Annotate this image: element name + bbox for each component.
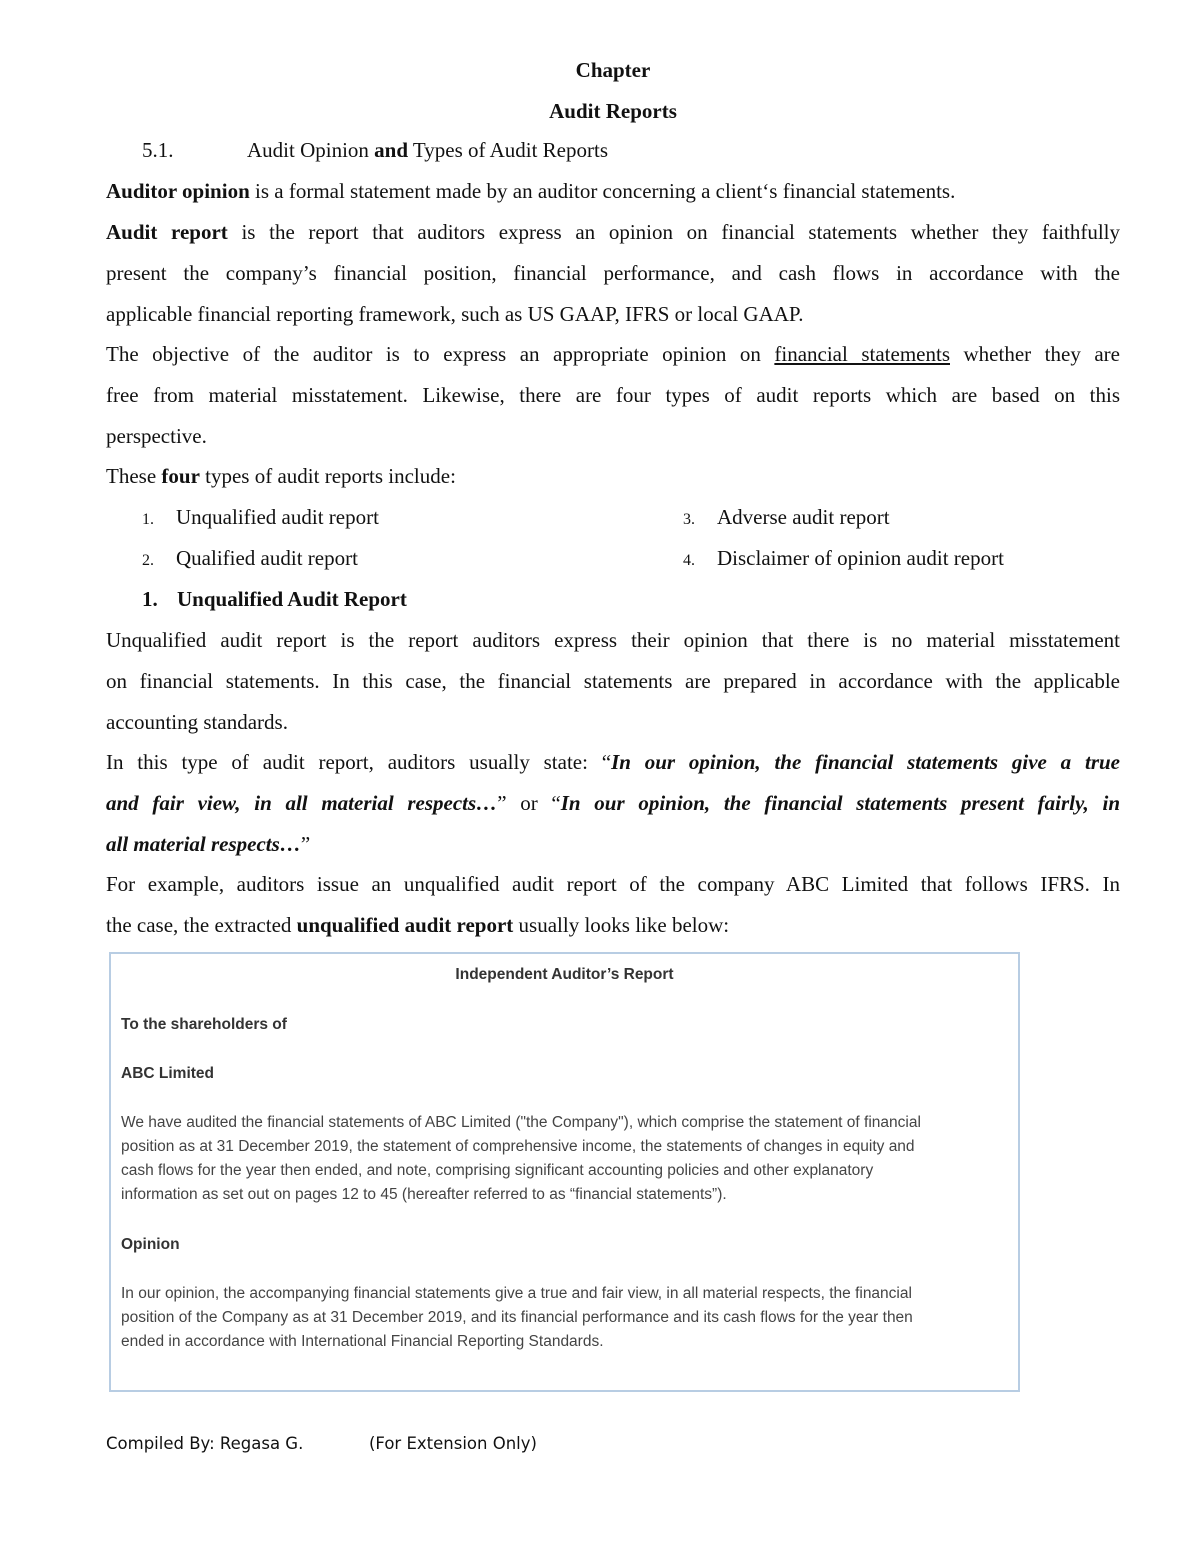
list-item: 2. Qualified audit report bbox=[142, 546, 358, 570]
types-intro: These four types of audit reports include: bbox=[106, 464, 456, 488]
section-heading bbox=[142, 130, 1156, 171]
example-paragraph: For example, auditors issue an unqualified audit report of the company ABC Limited that follows IFRS. In the case, the extracted unqualified audit report usually looks like below: bbox=[106, 872, 1120, 937]
report-addressee: To the shareholders of bbox=[121, 1016, 287, 1033]
footer-compiled-by: Compiled By: Regasa G. bbox=[106, 1434, 304, 1453]
section1-heading: 1. Unqualified Audit Report bbox=[142, 587, 407, 611]
audit-report-term: Audit report bbox=[106, 220, 228, 244]
report-title: Independent Auditor’s Report bbox=[455, 966, 674, 983]
sample-audit-report bbox=[109, 952, 1020, 1392]
page-footer bbox=[106, 1434, 537, 1453]
footer-extension-note: (For Extension Only) bbox=[369, 1434, 537, 1453]
report-company: ABC Limited bbox=[121, 1065, 214, 1082]
auditor-opinion-term: Auditor opinion bbox=[106, 179, 250, 203]
report-opinion-paragraph: In our opinion, the accompanying financial statements give a true and fair view, in all material respects, the financial position of the Company as at 31 December 2019, and its financial performance and its cash flows for the year then ended in accordance with International Financial Reporting Standards. bbox=[121, 1285, 913, 1350]
list-item: 1. Unqualified audit report bbox=[142, 505, 379, 529]
unqualified-definition: Unqualified audit report is the report auditors express their opinion that there is no material misstatement on financial statements. In this case, the financial statements are prepared in accordance with the applicable accounting standards. bbox=[106, 628, 1120, 734]
objective-paragraph: The objective of the auditor is to express an appropriate opinion on financial statements whether they are free from material misstatement. Likewise, there are four types of audit reports which are based on this perspective. bbox=[106, 342, 1120, 448]
section-number: 5.1. bbox=[142, 138, 174, 162]
list-item: 4. Disclaimer of opinion audit report bbox=[683, 546, 1004, 570]
section-title: Audit Opinion and Types of Audit Reports bbox=[247, 138, 609, 162]
report-opinion-heading: Opinion bbox=[121, 1236, 180, 1253]
report-scope-paragraph: We have audited the financial statements of ABC Limited ("the Company"), which comprise the statement of financial position as at 31 December 2019, the statement of comprehensive income, the statements of changes in equity and cash flows for the year then ended, and note, comprising significant accounting policies and other explanatory information as set out on pages 12 to 45 (hereafter referred to as “financial statements”). bbox=[121, 1114, 921, 1203]
auditor-opinion-definition: Auditor opinion is a formal statement made by an auditor concerning a client‘s financial statements. bbox=[106, 179, 956, 203]
list-item: 3. Adverse audit report bbox=[683, 505, 890, 529]
audit-report-definition: Audit report is the report that auditors express an opinion on financial statements whether they faithfully present the company’s financial position, financial performance, and cash flows in accordance with the applicable financial reporting framework, such as US GAAP, IFRS or local GAAP. bbox=[106, 220, 1120, 326]
unqualified-statement: In this type of audit report, auditors usually state: “In our opinion, the financial statements give a true and fair view, in all material respects…” or “In our opinion, the financial statements present fairly, in all material respects…” bbox=[106, 750, 1120, 856]
chapter-title: Audit Reports bbox=[549, 99, 677, 123]
chapter-label: Chapter bbox=[575, 58, 651, 82]
financial-statements-link[interactable]: financial statements bbox=[774, 342, 950, 366]
